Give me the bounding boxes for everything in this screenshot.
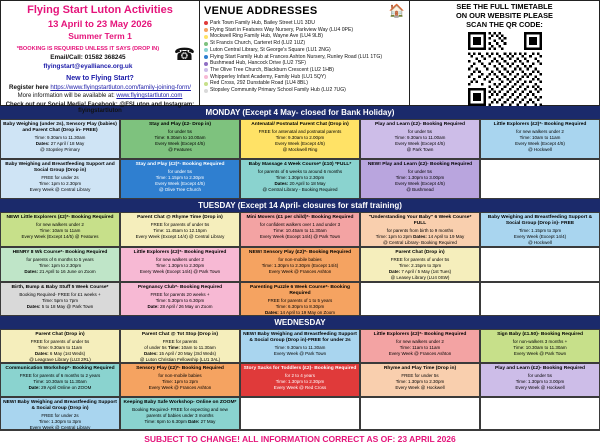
venue-item xyxy=(204,80,405,87)
more-info-line xyxy=(5,93,195,99)
venue-item xyxy=(204,87,405,94)
venue-item xyxy=(204,60,405,67)
activity-name: "Understanding Your Baby" 6 Week Course* FULL xyxy=(368,215,472,226)
activity-cell[interactable] xyxy=(360,363,480,397)
venue-list xyxy=(204,20,405,94)
venue-address-text: Red Cross, 292 Dunstable Road (LU4 8BL) xyxy=(210,80,308,87)
term-label: Summer Term 1 xyxy=(68,30,132,41)
venue-address-text: Flying Start Family Hub at Frances Ashton Nursery, Runley Road (LU1 1TG) xyxy=(210,53,383,60)
venue-color-dot xyxy=(204,28,208,32)
venue-item xyxy=(204,54,405,61)
contact-email[interactable]: flyingstart@eyalliance.org.uk xyxy=(43,62,133,70)
activity-cell[interactable] xyxy=(240,212,360,247)
activity-details: for 2 to 4 years Time: 1.30pm to 2.30pm Every Week @ Red Cross xyxy=(273,372,327,390)
register-line xyxy=(5,84,195,91)
activity-details: FREE for parents of under 5s Time: 11.45am to 12.15pm Every Week (Except 14/4) @ Central Library xyxy=(135,221,225,239)
activity-details: for under 5s Time: 9.30am to 11.00am Every Week (Except 4/5) @ Park Town xyxy=(394,128,446,152)
venue-color-dot xyxy=(204,75,208,79)
activity-cell[interactable] xyxy=(240,119,360,159)
activity-name: Baby Weighing and Breastfeeding Support and Social Group (Drop in) xyxy=(5,162,115,173)
date-range: 13 April to 23 May 2026 xyxy=(47,18,153,30)
activity-details: FREE for under 5s Time: 1.30pm to 2.30pm Every Week @ Hockwell xyxy=(395,372,445,390)
activity-name: Play and Learn (£2)- Booking Required xyxy=(495,366,585,371)
venue-item xyxy=(204,67,405,74)
website-link[interactable]: www.flyingstartluton.com xyxy=(116,93,183,100)
page-title: Flying Start Luton Activities xyxy=(27,4,173,16)
contact-phone: Email/Call: 01582 368245 xyxy=(50,53,126,61)
activity-details: FREE for parents of 6 months to 2 years Time: 10.30am to 11.30am Date: 29 April Online on ZOOM xyxy=(19,372,101,390)
activity-details: for parents of 6 months to 5 years Time: 1pm to 2.30pm Dates: 21 April to 16 June on Zoom xyxy=(24,256,96,274)
activity-details: Time: 9.30am to 11.30am Every Week @ Park Town xyxy=(273,344,327,356)
activity-cell[interactable] xyxy=(240,329,360,363)
new-to-fs-heading: New to Flying Start? xyxy=(66,75,134,83)
activity-name: Stay and Play (£2)*- Booking Required xyxy=(135,162,225,167)
activity-details: FREE for parents 20 weeks + Time: 5.30pm to 6.30pm Date: 28 April / 26 May on Zoom xyxy=(147,291,213,309)
venue-address-text: Whipperley Infant Academy, Family Hub (LU1 5QY) xyxy=(210,73,326,80)
activity-name: Antenatal/ Postnatal Parent Chat (Drop in) xyxy=(251,122,349,127)
activity-name: Rhyme and Play Time (Drop in) xyxy=(383,366,457,371)
activity-cell[interactable] xyxy=(0,329,120,363)
activity-name: Birth, Bump & Baby Stuff 5 Week Course* xyxy=(11,285,109,290)
venue-address-text: The Olive Tree Church, Blackburn Crescent (LU2 1HB) xyxy=(210,67,334,74)
activity-details: Booking Required- FREE for expecting and new parents of babies under 3 months Time: 6pm to 6.30pm Date: 27 May xyxy=(132,406,228,424)
activity-cell[interactable] xyxy=(120,282,240,316)
activity-cell[interactable] xyxy=(240,159,360,199)
activity-name: Baby Weighing and Breastfeeding Support & Social Group (Drop in)- FREE xyxy=(487,215,593,226)
activity-cell[interactable] xyxy=(0,212,120,247)
activity-details: for new walkers under 2 Time: 10am to 11am Every Week (Except 4/5) @ Hockwell xyxy=(515,128,565,152)
activity-name: Parent Chat @ Tot Stop (Drop in) xyxy=(141,332,219,337)
activity-details: FREE for antenatal and postnatal parents Time: 9.30am to 2.00pm Every Week (Except 4/5) @ Mockwell Ring xyxy=(258,128,342,152)
register-link[interactable]: https://www.flyingstartluton.com/family-joining-form/ xyxy=(50,84,191,92)
activity-cell[interactable] xyxy=(0,159,120,199)
activity-name: Baby Massage 4 Week Course* (£10) *FULL* xyxy=(248,162,352,167)
venue-color-dot xyxy=(204,55,208,59)
activity-cell[interactable] xyxy=(0,363,120,397)
activity-cell[interactable] xyxy=(120,212,240,247)
empty-cell xyxy=(360,282,480,316)
activity-name: Parent Chat @ Rhyme Time (Drop in) xyxy=(137,215,223,220)
website-box-line1: SEE THE FULL TIMETABLE xyxy=(456,2,553,11)
monday-grid xyxy=(0,119,600,199)
activity-name: Sign Baby (£1.50)- Booking Required xyxy=(497,332,583,337)
activity-name: Pregnancy Club*- Booking Required xyxy=(137,285,223,290)
activity-name: Parent Chat (Drop in) xyxy=(35,332,85,337)
venue-item xyxy=(204,27,405,34)
activity-details: for under 5s Time: 1.15pm to 2.30pm Every Week (Except 4/5) @ Olive Tree Church xyxy=(155,168,205,192)
venue-color-dot xyxy=(204,62,208,66)
header-title-block xyxy=(0,0,200,115)
more-info-label: More information will be available at: xyxy=(17,93,117,100)
empty-cell xyxy=(240,397,360,430)
activity-cell[interactable] xyxy=(480,119,600,159)
venue-address-text: Bushmead Hub, Hancock Drive (LU2 7SF) xyxy=(210,60,306,67)
activity-name: Little Explorers (£2)*- Booking Required xyxy=(373,332,467,337)
activity-details: Booking Required- FREE for £1 weeks + Time: 5pm to 7pm Dates: 5 to 18 May @ Park Town xyxy=(19,291,101,309)
activity-name: Little Explorers (£2)*- Booking Required xyxy=(493,122,587,127)
social-line: Check out our Social Media! Facebook: @FSLuton and Instagram: flyingstartluton xyxy=(5,102,195,115)
venue-color-dot xyxy=(204,21,208,25)
venue-color-dot xyxy=(204,42,208,46)
activity-name: Keeping Baby Safe Workshop- Online on ZOOM* xyxy=(123,400,237,405)
day-header-wednesday: WEDNESDAY xyxy=(0,316,600,329)
activity-name: Story Sacks for Toddlers (£2)- Booking Required xyxy=(243,366,357,371)
activity-details: for confident walkers over 1 and under 3 Time: 10.45am to 11.30am Every Week (Except 14/4) @ Park Town xyxy=(259,221,341,239)
activity-name: Stay and Play (£2- Drop in) xyxy=(149,122,211,127)
activity-cell[interactable] xyxy=(360,119,480,159)
venue-item xyxy=(204,40,405,47)
house-icon: 🏠 xyxy=(388,3,405,18)
activity-cell[interactable] xyxy=(120,159,240,199)
qr-code-icon[interactable] xyxy=(468,32,542,106)
venue-address-text: St Francis Church, Carteret Rd (LU2 1UZ) xyxy=(210,40,306,47)
activity-cell[interactable] xyxy=(480,212,600,247)
activity-cell[interactable] xyxy=(240,247,360,282)
wednesday-grid xyxy=(0,329,600,430)
activity-details: for parents from birth to 9 months Time: 1pm to 2pm Dates: 14 April to 19 May @ Central Library- Booking Required xyxy=(375,227,465,245)
venue-item xyxy=(204,20,405,27)
activity-name: NEW! Sensory Play (£2)*- Booking Required xyxy=(248,250,352,255)
day-header-monday: MONDAY (Except 4 May- closed for Bank Holiday) xyxy=(0,106,600,119)
venue-color-dot xyxy=(204,35,208,39)
register-label: Register here xyxy=(9,84,51,92)
venue-item xyxy=(204,74,405,81)
activity-details: for under 5s Time: 9.30am to 10.00am Every Week (Except 4/5) @ Features xyxy=(154,128,206,152)
venue-color-dot xyxy=(204,48,208,52)
activity-details: for non-walkers 3 months + Time: 10.30am to 11.30am Every Week @ Park Town xyxy=(512,338,568,356)
activity-name: Play and Learn (£2)- Booking Required xyxy=(375,122,465,127)
activity-details: Time: 9.30am to 11.30am Dates: 27 April / 18 May @ Stopsley Primary xyxy=(34,134,86,152)
activity-details: Time: 1.15pm to 3pm Every Week (Except 14/4) @ Hockwell xyxy=(513,227,567,245)
activity-cell[interactable] xyxy=(120,397,240,430)
activity-name: NEW! Little Explorers (£2)*- Booking Required xyxy=(6,215,114,220)
activity-cell[interactable] xyxy=(120,329,240,363)
activity-name: Parenting Puzzle 6 Week Course*- Booking Required xyxy=(250,285,350,296)
empty-cell xyxy=(480,247,600,282)
activity-cell[interactable] xyxy=(360,247,480,282)
day-header-tuesday: TUESDAY (Except 14 April- closures for staff training) xyxy=(0,199,600,212)
activity-details: for under 5s Time: 1.30pm to 3.00pm Every Week @ Hockwell xyxy=(515,372,565,390)
booking-notice: *BOOKING IS REQUIRED UNLESS IT SAYS (DROP IN) xyxy=(16,45,160,52)
activity-cell[interactable] xyxy=(480,363,600,397)
activity-cell[interactable] xyxy=(360,212,480,247)
activity-name: Parent Chat (Drop in) xyxy=(395,250,445,255)
empty-cell xyxy=(360,397,480,430)
activity-name: NEW! Baby Weighing and Breastfeeding Support & Social Group (Drop in) xyxy=(3,400,117,411)
phone-icon: ☎ xyxy=(173,44,195,64)
website-box-line2: ON OUR WEBSITE PLEASE xyxy=(456,10,553,20)
activity-name: NEW! Baby Weighing and Breastfeeding Support & Social Group (Drop in)-FREE for under 2s xyxy=(243,332,357,343)
activity-details: for under 5s Time: 1.30pm to 3.00pm Every Week (Except 4/5) @ Bushmead xyxy=(395,168,445,192)
activity-cell[interactable] xyxy=(240,363,360,397)
tuesday-grid xyxy=(0,212,600,316)
venue-color-dot xyxy=(204,82,208,86)
venue-color-dot xyxy=(204,68,208,72)
activity-details: FREE for parents of under 5s Time: 2.15pm to 3pm Date: 7 April / 5 May (1st Tues) @ Leasey Library (LU4 0SW) xyxy=(388,256,452,280)
website-qr-panel xyxy=(410,0,600,106)
activity-details: for new walkers under 2 Time: 1.30pm to 2.30pm Every Week (Except 14/4) @ Park Town xyxy=(139,256,221,274)
venue-address-text: Flying Start in Features Way Nursery, Parkview Way (LU4 0PE) xyxy=(210,26,354,33)
venue-title: VENUE ADDRESSES xyxy=(204,5,318,17)
activity-details: for new walkers under 2 Time: 10am to 11am Every Week (Except 14/5) @ Features xyxy=(21,221,99,239)
website-box-text xyxy=(413,3,596,30)
activity-details: FREE for under 2s Time: 1.30pm to 3pm Every Week @ Central Library xyxy=(29,412,91,430)
activity-cell[interactable] xyxy=(360,159,480,199)
venue-address-text: Luton Central Library, St George's Square (LU1 2NG) xyxy=(210,46,331,53)
activity-name: Sensory Play (£2)*- Booking Required xyxy=(136,366,224,371)
activity-name: Little Explorers (£2)*- Booking Required xyxy=(133,250,227,255)
empty-cell xyxy=(480,159,600,199)
venue-color-dot xyxy=(204,89,208,93)
venue-address-text: Park Town Family Hub, Bailey Street LU1 3DU xyxy=(210,20,315,26)
venue-address-text: Stopsley Community Primary School Family Hub (LU2 7UG) xyxy=(210,87,346,94)
activity-details: for parents of 6 weeks to around 6 months Time: 1.30pm to 2.30pm Dates: 20 April to 18 May @ Central Library - Booking Required xyxy=(257,168,343,192)
activity-name: NEW! Play and Learn (£2)- Booking Required xyxy=(367,162,473,167)
activity-details: FREE for under 2s Time: 1pm to 2.30pm Every Week @ Central Library xyxy=(29,174,91,192)
empty-cell xyxy=(480,282,600,316)
qr-wrapper xyxy=(413,32,596,106)
activity-cell[interactable] xyxy=(240,282,360,316)
booking-contact-block xyxy=(5,46,195,72)
activity-cell[interactable] xyxy=(0,247,120,282)
venue-address-text: Mockwell Ring Family Hub, Wayne Ave (LU4 9LB) xyxy=(210,33,323,40)
activity-cell[interactable] xyxy=(480,329,600,363)
website-box-line3: SCAN THE QR CODE: xyxy=(466,19,543,29)
activity-details: for non-mobile babies Time: 1.30pm to 2.30pm (Except 14/4) Every Week @ Frances Ashton xyxy=(261,256,339,274)
activity-details: FREE for parents of under 5s Time: 9.30am to 11am Dates: 6 May (1st Weds) @ Leagrave Library (LU3 2RL) xyxy=(29,338,91,362)
activity-cell[interactable] xyxy=(120,119,240,159)
activity-cell[interactable] xyxy=(360,329,480,363)
activity-cell[interactable] xyxy=(120,363,240,397)
venue-item xyxy=(204,33,405,40)
empty-cell xyxy=(480,397,600,430)
activity-name: Communication Workshop*- Booking Required xyxy=(5,366,115,371)
activity-name: Baby Weighing (under 2s), Sensory Play (babies) and Parent Chat (Drop in- FREE) xyxy=(3,122,117,133)
activity-details: FREE for parents of 1 to 5 years Time: 6.30pm to 8.30pm Dates: 14 April to 19 May on Zoom xyxy=(264,297,336,315)
activity-details: for non-mobile babies Time: 1pm to 2pm Every Week @ Frances Ashton xyxy=(148,372,212,390)
venue-addresses-panel xyxy=(200,0,410,106)
activity-name: Mini Movers (£1 per child)*- Booking Required xyxy=(246,215,354,220)
footer-note: SUBJECT TO CHANGE! ALL INFORMATION CORRECT AS OF: 23 APRIL 2026 xyxy=(0,430,600,446)
venue-header xyxy=(204,3,405,19)
activity-cell[interactable] xyxy=(120,247,240,282)
activity-cell[interactable] xyxy=(0,397,120,430)
activity-cell[interactable] xyxy=(0,119,120,159)
activity-details: FREE for parents of under 5s Time: 10am to 11.30am Dates: 15 April / 20 May (3rd Weds) @ Luton Christian Fellowship (LU1 3AL) xyxy=(139,338,221,362)
venue-item xyxy=(204,47,405,54)
activity-cell[interactable] xyxy=(0,282,120,316)
activity-name: HENRY 8 Wk Course*- Booking Required xyxy=(12,250,108,255)
activity-details: for new walkers under 2 Time: 11am to 11am Every Week @ Frances Ashton xyxy=(388,338,452,356)
